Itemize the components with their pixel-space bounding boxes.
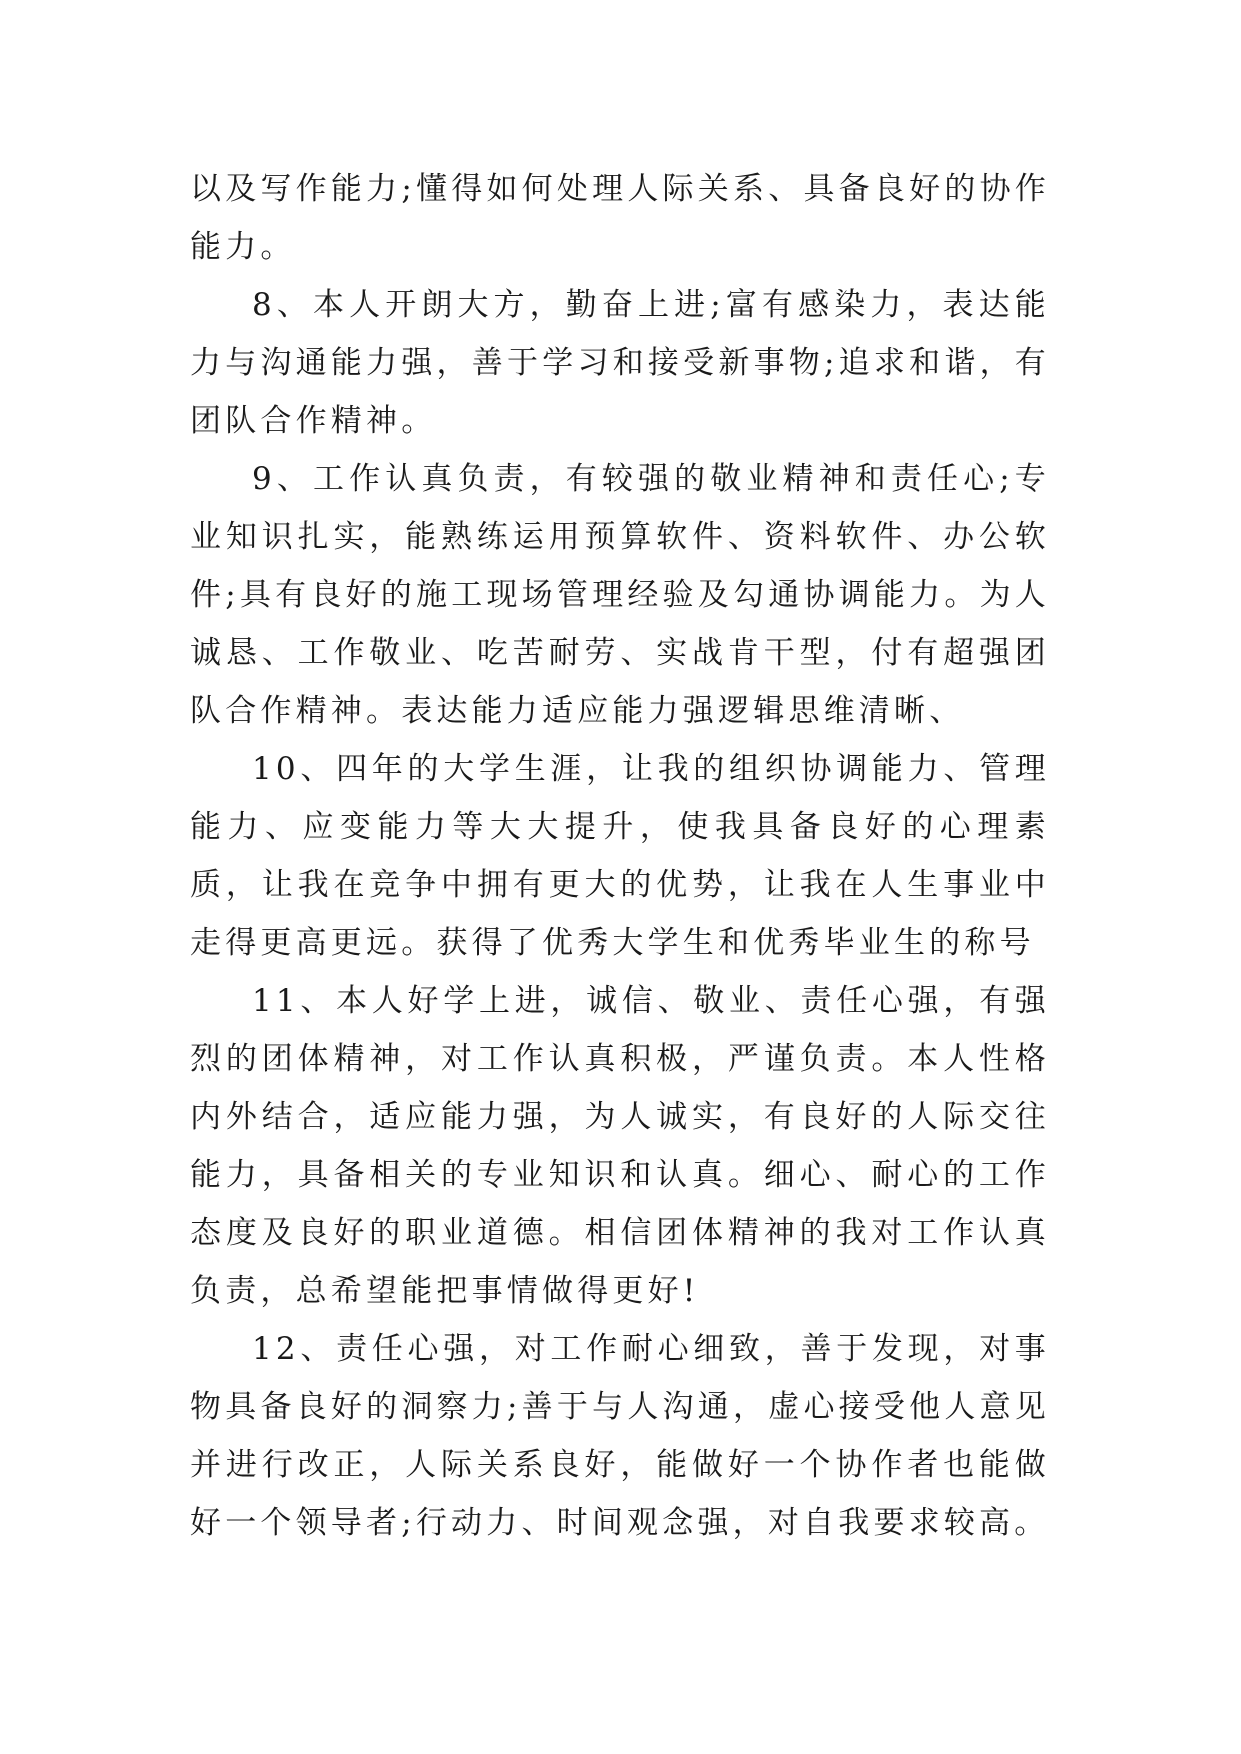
- paragraph-item-8: 8、本人开朗大方，勤奋上进;富有感染力，表达能力与沟通能力强，善于学习和接受新事物;追求和谐，有团队合作精神。: [190, 287, 1050, 439]
- paragraph-item-11: 11、本人好学上进，诚信、敬业、责任心强，有强烈的团体精神，对工作认真积极，严谨负责。本人性格内外结合，适应能力强，为人诚实，有良好的人际交往能力，具备相关的专业知识和认真。细心、耐心的工作态度及良好的职业道德。相信团体精神的我对工作认真负责，总希望能把事情做得更好!: [190, 983, 1050, 1309]
- paragraph-item-12: 12、责任心强，对工作耐心细致，善于发现，对事物具备良好的洞察力;善于与人沟通，虚心接受他人意见并进行改正，人际关系良好，能做好一个协作者也能做好一个领导者;行动力、时间观念强，对自我要求较高。: [190, 1331, 1050, 1541]
- document-body: [190, 160, 1050, 1552]
- paragraph-item-9: 9、工作认真负责，有较强的敬业精神和责任心;专业知识扎实，能熟练运用预算软件、资料软件、办公软件;具有良好的施工现场管理经验及勾通协调能力。为人诚恳、工作敬业、吃苦耐劳、实战肯干型，付有超强团队合作精神。表达能力适应能力强逻辑思维清晰、: [190, 461, 1050, 729]
- paragraph-item-10: 10、四年的大学生涯，让我的组织协调能力、管理能力、应变能力等大大提升，使我具备良好的心理素质，让我在竞争中拥有更大的优势，让我在人生事业中走得更高更远。获得了优秀大学生和优秀毕业生的称号: [190, 751, 1050, 961]
- paragraph-continuation: 以及写作能力;懂得如何处理人际关系、具备良好的协作能力。: [190, 171, 1050, 265]
